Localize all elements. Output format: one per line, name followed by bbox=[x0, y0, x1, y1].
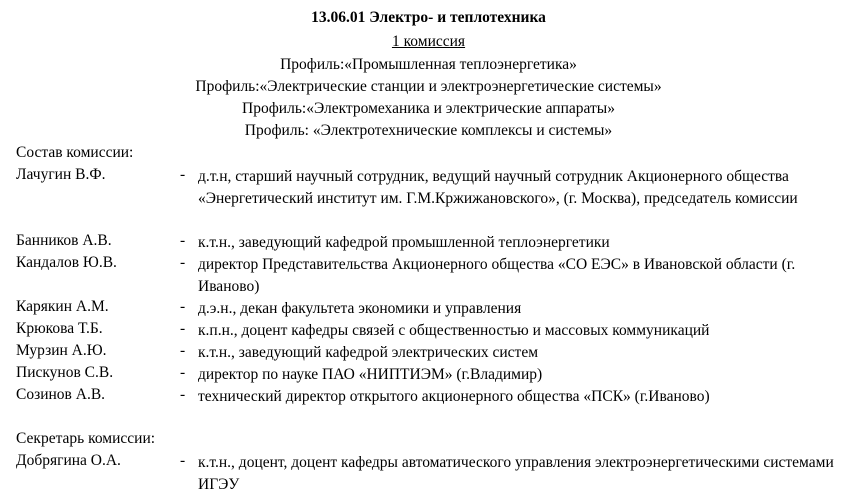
document-title: 13.06.01 Электро- и теплотехника bbox=[311, 9, 546, 26]
separator-dash: - bbox=[180, 452, 186, 469]
member-description: к.п.н., доцент кафедры связей с общественностью и массовых коммуникаций bbox=[198, 322, 710, 339]
member-name: Лачугин В.Ф. bbox=[16, 166, 106, 183]
separator-dash: - bbox=[180, 342, 186, 359]
member-description: к.т.н., заведующий кафедрой промышленной теплоэнергетики bbox=[198, 234, 610, 251]
separator-dash: - bbox=[180, 254, 186, 271]
member-description: д.э.н., декан факультета экономики и управления bbox=[198, 300, 522, 317]
separator-dash: - bbox=[180, 364, 186, 381]
member-name: Пискунов С.В. bbox=[16, 364, 114, 381]
separator-dash: - bbox=[180, 166, 186, 183]
commission-number: 1 комиссия bbox=[391, 33, 466, 50]
profile-line: Профиль:«Электромеханика и электрические аппараты» bbox=[242, 100, 615, 117]
secretary-description: к.т.н., доцент, доцент кафедры автоматического управления электроэнергетическими системами ИГЭУ bbox=[198, 454, 834, 493]
member-name: Созинов А.В. bbox=[16, 386, 106, 403]
secretary-name: Добрягина О.А. bbox=[16, 452, 121, 469]
member-name: Карякин А.М. bbox=[16, 298, 109, 315]
member-name: Крюкова Т.Б. bbox=[16, 320, 103, 337]
members-label: Состав комиссии: bbox=[16, 144, 134, 161]
separator-dash: - bbox=[180, 232, 186, 249]
secretary-label: Секретарь комиссии: bbox=[16, 430, 156, 447]
member-description: технический директор открытого акционерного общества «ПСК» (г.Иваново) bbox=[198, 388, 710, 405]
member-name: Мурзин А.Ю. bbox=[16, 342, 107, 359]
separator-dash: - bbox=[180, 298, 186, 315]
member-description: к.т.н., заведующий кафедрой электрических систем bbox=[198, 344, 539, 361]
member-description: директор по науке ПАО «НИПТИЭМ» (г.Владимир) bbox=[198, 366, 543, 383]
member-name: Кандалов Ю.В. bbox=[16, 254, 117, 271]
profile-line: Профиль: «Электротехнические комплексы и системы» bbox=[244, 122, 613, 139]
separator-dash: - bbox=[180, 386, 186, 403]
separator-dash: - bbox=[180, 320, 186, 337]
member-description: д.т.н, старший научный сотрудник, ведущий научный сотрудник Акционерного общества «Энергетический институт им. Г.М.Кржижановского», (г. Москва), председатель комиссии bbox=[198, 168, 798, 207]
profile-line: Профиль:«Электрические станции и электроэнергетические системы» bbox=[195, 78, 662, 95]
member-description: директор Представительства Акционерного общества «СО ЕЭС» в Ивановской области (г. Иваново) bbox=[198, 256, 796, 295]
member-name: Банников А.В. bbox=[16, 232, 112, 249]
profile-line: Профиль:«Промышленная теплоэнергетика» bbox=[280, 56, 577, 73]
